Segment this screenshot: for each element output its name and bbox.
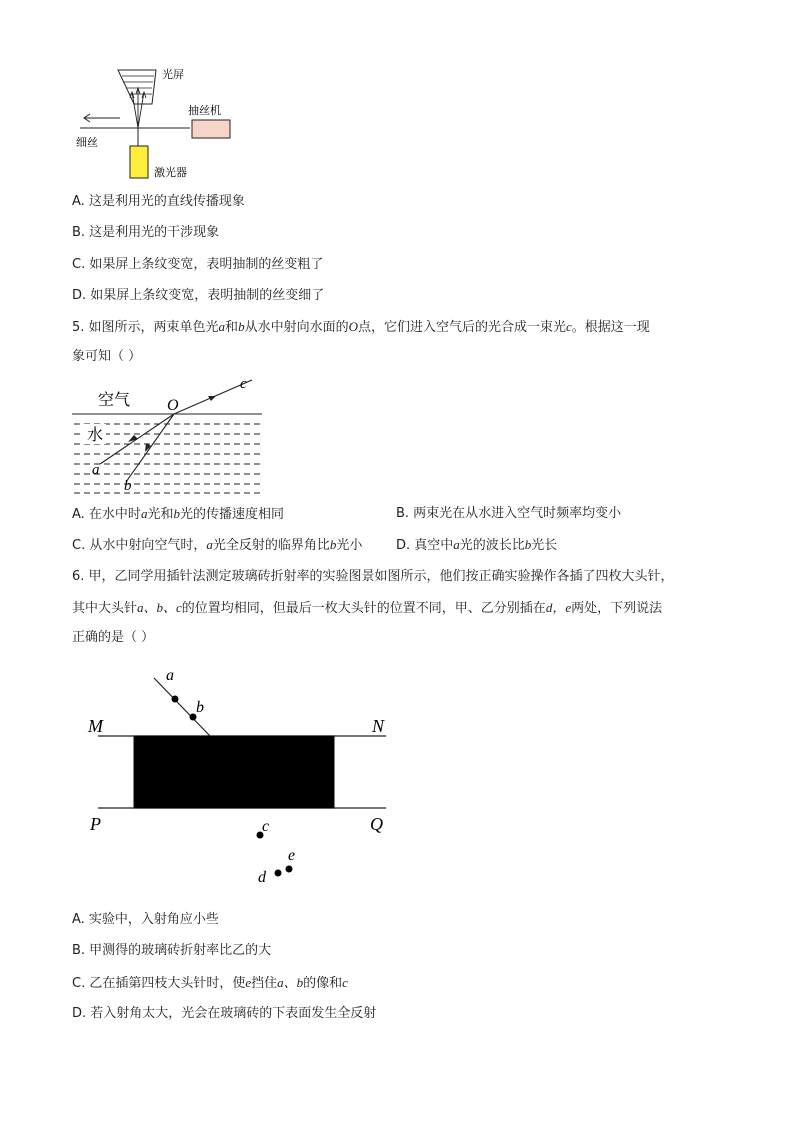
q5-option-d: D. 真空中a光的波长比b光长 (396, 537, 558, 553)
screen-label: 光屏 (162, 68, 184, 81)
laser-label: 激光器 (154, 166, 187, 179)
pin-a (172, 696, 179, 703)
ray-a-label: a (92, 462, 100, 478)
label-b: b (196, 699, 204, 716)
q5-stem-line2: 象可知（ ） (72, 349, 142, 364)
ray-b-label: b (124, 478, 132, 494)
label-e: e (288, 847, 296, 864)
pin-d (275, 870, 282, 877)
q6-stem-line3: 正确的是（ ） (72, 630, 155, 645)
ray-c-label: c (240, 376, 247, 392)
point-o-label: O (167, 397, 179, 414)
q5-option-c: C. 从水中射向空气时，a光全反射的临界角比b光小 (72, 537, 363, 553)
pin-e (286, 866, 293, 873)
q6-stem-line2: 其中大头针a、b、c的位置均相同，但最后一枚大头针的位置不同，甲、乙分别插在d，e两处，下列说法 (72, 600, 663, 616)
label-c: c (262, 818, 270, 835)
q6-option-d: D. 若入射角太大，光会在玻璃砖的下表面发生全反射 (72, 1006, 377, 1021)
q4-option-d: D. 如果屏上条纹变宽，表明抽制的丝变细了 (72, 288, 325, 303)
laser (130, 146, 148, 178)
glass-brick-figure (80, 660, 400, 890)
glass-brick (134, 736, 334, 808)
q5-stem-line1: 5. 如图所示，两束单色光a和b从水中射向水面的O点，它们进入空气后的光合成一束光c。根据这一现 (72, 319, 650, 335)
wire-label: 细丝 (76, 136, 98, 149)
q4-option-c: C. 如果屏上条纹变宽，表明抽制的丝变粗了 (72, 257, 324, 272)
q6-stem-line1: 6. 甲，乙同学用插针法测定玻璃砖折射率的实验图景如图所示，他们按正确实验操作各插了四枚大头针， (72, 569, 674, 584)
q5-option-a: A. 在水中时a光和b光的传播速度相同 (72, 506, 284, 522)
label-a: a (166, 667, 174, 684)
wire-direction-arrow (84, 114, 120, 122)
diffracted-rays (130, 88, 146, 128)
q6-option-b: B. 甲测得的玻璃砖折射率比乙的大 (72, 943, 272, 958)
label-n: N (372, 716, 385, 736)
wire-diffraction-figure (70, 62, 250, 182)
label-m: M (88, 716, 103, 736)
refraction-figure (70, 374, 270, 498)
water-label: 水 (87, 425, 104, 444)
wire-puller (192, 120, 230, 138)
light-screen (118, 70, 156, 104)
label-p: P (90, 814, 101, 834)
puller-label: 抽丝机 (188, 104, 221, 117)
q4-option-a: A. 这是利用光的直线传播现象 (72, 194, 245, 209)
q6-option-a: A. 实验中，入射角应小些 (72, 912, 219, 927)
q4-option-b: B. 这是利用光的干涉现象 (72, 225, 220, 240)
label-q: Q (370, 814, 383, 834)
label-d: d (258, 869, 266, 886)
q5-option-b: B. 两束光在从水进入空气时频率均变小 (396, 506, 622, 521)
q6-option-c: C. 乙在插第四枝大头针时，使e挡住a、b的像和c (72, 975, 348, 991)
air-label: 空气 (98, 390, 131, 409)
